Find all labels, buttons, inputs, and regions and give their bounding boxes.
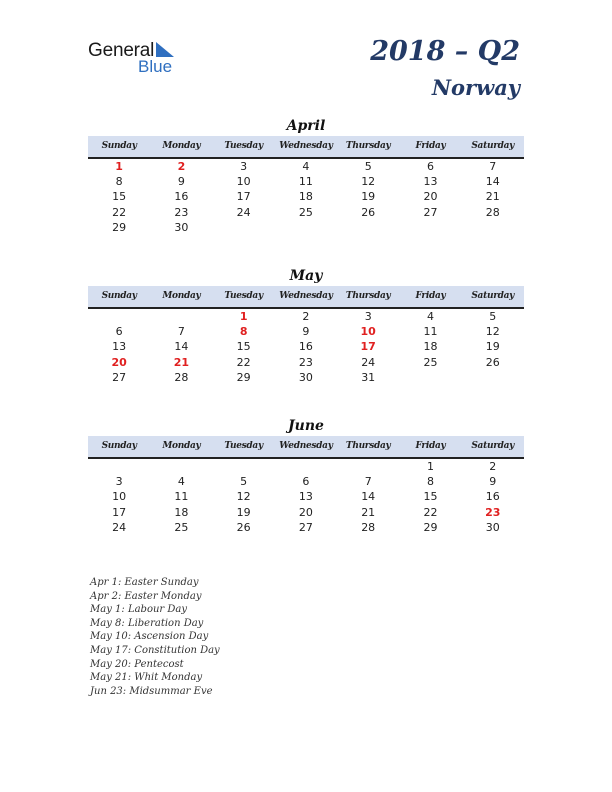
month-name: May (289, 268, 323, 284)
day-cell: 22 (423, 505, 438, 519)
day-cell: 25 (423, 355, 438, 369)
weekday-label: Tuesday (224, 441, 263, 451)
week-row (88, 220, 524, 235)
day-cell-holiday: 23 (485, 505, 501, 519)
day-cell: 30 (174, 220, 189, 234)
week-row (88, 324, 524, 339)
day-cell: 16 (485, 490, 500, 504)
day-cell: 30 (298, 370, 313, 384)
day-cell (337, 220, 399, 235)
day-cell: 4 (426, 310, 434, 323)
day-cell: 18 (423, 340, 438, 354)
day-cell (399, 370, 461, 385)
day-cell (462, 220, 524, 235)
day-cell: 17 (112, 505, 127, 519)
logo-triangle-icon (152, 42, 176, 58)
day-cell: 23 (174, 205, 189, 219)
day-cell: 3 (364, 310, 372, 323)
day-cell (88, 309, 150, 324)
day-cell: 27 (423, 205, 438, 219)
day-cell: 22 (236, 355, 251, 369)
logo (88, 40, 188, 76)
day-cell: 26 (236, 520, 251, 534)
weekday-label: Wednesday (279, 441, 333, 451)
day-cell: 30 (485, 520, 500, 534)
day-cell: 8 (426, 475, 434, 489)
day-cell: 21 (361, 505, 376, 519)
day-cell: 29 (423, 520, 438, 534)
holiday-item: May 1: Labour Day (90, 604, 187, 616)
week-row (88, 355, 524, 370)
day-cell: 14 (361, 490, 376, 504)
day-cell (150, 459, 212, 474)
day-cell (399, 220, 461, 235)
day-cell: 5 (240, 475, 248, 489)
day-cell: 26 (485, 355, 500, 369)
day-cell (213, 459, 275, 474)
weekday-label: Monday (162, 291, 201, 301)
weekday-label: Wednesday (279, 291, 333, 301)
day-cell: 18 (298, 190, 313, 204)
day-cell: 11 (174, 490, 189, 504)
day-cell: 7 (177, 325, 185, 339)
day-cell: 29 (236, 370, 251, 384)
day-cell-holiday: 8 (239, 325, 248, 339)
week-row (88, 505, 524, 520)
week-row (88, 159, 524, 174)
day-cell: 19 (361, 190, 376, 204)
page-title: 2018 – Q2 (370, 36, 520, 67)
day-cell: 27 (298, 520, 313, 534)
month-april (88, 116, 524, 235)
weekday-label: Thursday (345, 441, 391, 451)
day-cell: 13 (423, 175, 438, 189)
day-cell (213, 220, 275, 235)
holiday-list (90, 576, 220, 698)
day-cell: 28 (361, 520, 376, 534)
day-cell: 7 (489, 160, 497, 173)
weekday-label: Tuesday (224, 291, 263, 301)
day-cell-holiday: 21 (173, 355, 190, 369)
day-cell: 3 (240, 160, 248, 173)
holiday-item: May 8: Liberation Day (90, 617, 204, 629)
logo-general-text: General (88, 40, 155, 61)
day-cell: 8 (115, 175, 123, 189)
day-cell: 24 (112, 520, 127, 534)
day-cell: 25 (298, 205, 313, 219)
day-cell: 24 (361, 355, 376, 369)
day-cell (275, 220, 337, 235)
day-cell (88, 459, 150, 474)
day-cell: 3 (115, 475, 123, 489)
day-cell: 15 (423, 490, 438, 504)
weekday-header (88, 436, 524, 459)
day-cell-holiday: 2 (177, 160, 186, 173)
day-cell (150, 309, 212, 324)
weekday-label: Sunday (101, 441, 137, 451)
day-cell: 13 (298, 490, 313, 504)
logo-blue-text: Blue (138, 57, 173, 76)
day-cell: 11 (423, 325, 438, 339)
day-cell: 27 (112, 370, 127, 384)
day-cell: 26 (361, 205, 376, 219)
weekday-label: Friday (415, 441, 446, 451)
day-cell: 12 (236, 490, 251, 504)
week-row (88, 339, 524, 354)
month-name: April (286, 118, 326, 134)
day-cell: 23 (298, 355, 313, 369)
weekday-label: Saturday (471, 141, 515, 151)
weekday-label: Sunday (101, 291, 137, 301)
weekday-label: Saturday (471, 441, 515, 451)
day-cell: 9 (489, 475, 497, 489)
day-cell: 14 (485, 175, 500, 189)
week-row (88, 309, 524, 324)
day-cell: 15 (236, 340, 251, 354)
weekday-label: Thursday (345, 141, 391, 151)
day-cell (275, 459, 337, 474)
day-cell: 25 (174, 520, 189, 534)
day-cell (462, 370, 524, 385)
day-cell-holiday: 10 (360, 325, 376, 339)
day-cell: 16 (174, 190, 189, 204)
day-cell: 7 (364, 475, 372, 489)
week-row (88, 489, 524, 504)
day-cell: 24 (236, 205, 251, 219)
day-cell: 31 (361, 370, 376, 384)
day-cell: 22 (112, 205, 127, 219)
day-cell-holiday: 1 (115, 160, 123, 173)
day-cell: 5 (364, 160, 372, 173)
day-cell-holiday: 20 (111, 355, 127, 369)
weekday-label: Sunday (101, 141, 137, 151)
day-cell: 2 (302, 310, 310, 323)
day-cell: 28 (174, 370, 189, 384)
month-name: June (288, 418, 324, 434)
day-cell: 6 (115, 325, 123, 339)
holiday-item: May 21: Whit Monday (90, 672, 203, 684)
weekday-label: Friday (415, 291, 446, 301)
day-cell: 1 (426, 460, 434, 473)
weekday-label: Saturday (471, 291, 515, 301)
week-row (88, 174, 524, 189)
weekday-label: Tuesday (224, 141, 263, 151)
weekday-label: Wednesday (279, 141, 333, 151)
day-cell: 16 (298, 340, 313, 354)
weekday-label: Monday (162, 141, 201, 151)
week-row (88, 520, 524, 535)
holiday-item: Apr 1: Easter Sunday (90, 577, 199, 588)
day-cell (337, 459, 399, 474)
weekday-label: Thursday (345, 291, 391, 301)
day-cell: 6 (426, 160, 434, 173)
day-cell: 20 (423, 190, 438, 204)
day-cell: 6 (302, 475, 310, 489)
week-row (88, 189, 524, 204)
day-cell: 5 (489, 310, 497, 323)
day-cell: 12 (485, 325, 500, 339)
day-cell: 29 (112, 220, 127, 234)
day-cell: 19 (236, 505, 251, 519)
day-cell-holiday: 17 (360, 340, 376, 354)
day-cell: 21 (485, 190, 500, 204)
day-cell: 4 (177, 475, 185, 489)
holiday-item: May 20: Pentecost (90, 658, 184, 670)
holiday-item: May 10: Ascension Day (90, 631, 209, 643)
week-row (88, 205, 524, 220)
day-cell: 18 (174, 505, 189, 519)
weekday-label: Friday (415, 141, 446, 151)
weekday-header (88, 136, 524, 159)
day-cell: 9 (177, 175, 185, 189)
day-cell-holiday: 1 (239, 310, 248, 323)
week-row (88, 370, 524, 385)
day-cell: 14 (174, 340, 189, 354)
holiday-item: Jun 23: Midsummar Eve (90, 685, 213, 697)
day-cell: 11 (298, 175, 313, 189)
day-cell: 2 (489, 460, 497, 473)
week-row (88, 459, 524, 474)
day-cell: 17 (236, 190, 251, 204)
day-cell: 10 (236, 175, 251, 189)
month-may (88, 266, 524, 385)
day-cell: 9 (302, 325, 310, 339)
day-cell: 10 (112, 490, 127, 504)
day-cell: 19 (485, 340, 500, 354)
day-cell: 20 (298, 505, 313, 519)
day-cell: 13 (112, 340, 127, 354)
week-row (88, 474, 524, 489)
day-cell: 4 (302, 160, 310, 173)
day-cell: 15 (112, 190, 127, 204)
country-name: Norway (431, 75, 520, 100)
day-cell: 12 (361, 175, 376, 189)
weekday-label: Monday (162, 441, 201, 451)
holiday-item: Apr 2: Easter Monday (90, 590, 202, 602)
day-cell: 28 (485, 205, 500, 219)
holiday-item: May 17: Constitution Day (90, 644, 220, 656)
month-june (88, 416, 524, 535)
weekday-header (88, 286, 524, 309)
